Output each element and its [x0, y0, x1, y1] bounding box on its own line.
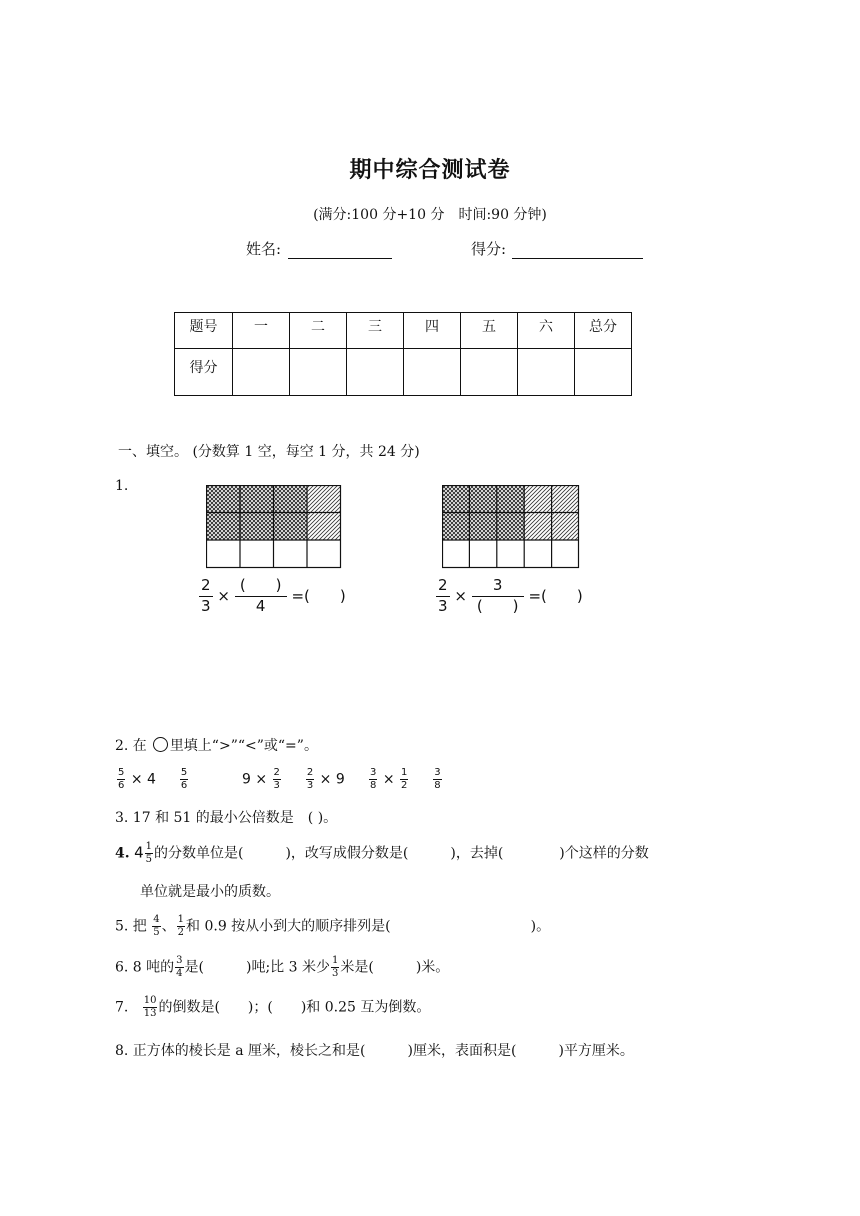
section-heading: 一、填空。 (分数算 1 空，每空 1 分，共 24 分)	[118, 444, 420, 460]
score-entry-cell[interactable]	[233, 349, 290, 396]
question-8: 8. 正方体的棱长是 a 厘米，棱长之和是( )厘米，表面积是( )平方厘米。	[115, 1043, 634, 1059]
q1-right-formula	[436, 578, 583, 615]
score-table-cell: 四	[404, 313, 461, 349]
operator: 9 ×	[242, 771, 268, 788]
question-6	[115, 956, 449, 979]
score-entry-cell[interactable]	[518, 349, 575, 396]
fraction-denominator: 8	[370, 780, 377, 791]
comparison-1	[116, 768, 189, 791]
fraction-denominator: 8	[434, 780, 441, 791]
question-2-text-start: 2. 在	[115, 738, 147, 754]
fraction-denominator: 6	[180, 780, 188, 791]
score-table-cell: 三	[347, 313, 404, 349]
name-blank[interactable]	[288, 240, 392, 259]
question-3: 3. 17 和 51 的最小公倍数是 ( )。	[115, 810, 338, 826]
fraction-denominator: 2	[401, 780, 408, 791]
fraction-grid-right	[442, 485, 580, 569]
question-6-end: 米是( )米。	[340, 959, 450, 976]
times-sign: ×	[454, 586, 467, 605]
score-row-label: 得分	[175, 349, 233, 396]
fraction-numerator: 3	[434, 767, 441, 778]
operator: ×	[382, 771, 395, 788]
fraction-numerator: 3	[370, 767, 377, 778]
fraction-numerator: 3	[472, 578, 524, 597]
comparison-3	[368, 768, 443, 791]
answer-blank[interactable]: =( )	[291, 586, 346, 605]
fraction-numerator: 4	[153, 914, 160, 925]
question-5-text: 和 0.9 按从小到大的顺序排列是( )。	[186, 918, 551, 935]
fraction-numerator: 1	[145, 841, 152, 852]
fraction-denominator: 13	[143, 1008, 157, 1019]
question-6-middle: 是( )吨;比 3 米少	[184, 959, 330, 976]
score-label: 得分:	[471, 240, 507, 258]
fraction-denominator: 4	[176, 968, 183, 979]
fraction-numerator: 1	[332, 955, 339, 966]
question-5	[115, 915, 550, 938]
fraction-numerator: 10	[143, 995, 157, 1006]
mixed-number-whole: 4	[134, 843, 144, 862]
score-time-info: (满分:100 分+10 分 时间:90 分钟)	[313, 207, 547, 223]
fraction-numerator: 3	[176, 955, 183, 966]
fraction-numerator: 1	[401, 767, 408, 778]
fraction-numerator: 5	[118, 767, 125, 778]
page-title: 期中综合测试卷	[349, 157, 511, 183]
question-7-number: 7.	[115, 999, 129, 1016]
fraction-numerator: 1	[177, 914, 185, 925]
question-2	[115, 735, 318, 755]
fraction-denominator: 3	[438, 596, 448, 615]
score-table-cell: 总分	[575, 313, 632, 349]
question-6-start: 6. 8 吨的	[115, 959, 175, 976]
fraction-grid-left	[206, 485, 342, 569]
fraction-denominator: 5	[145, 854, 152, 865]
separator: 、	[161, 918, 176, 935]
fraction-denominator: 3	[201, 596, 211, 615]
score-entry-cell[interactable]	[290, 349, 347, 396]
question-1-number: 1.	[115, 478, 129, 494]
fraction-numerator: 2	[199, 578, 213, 597]
score-table-cell: 二	[290, 313, 347, 349]
fraction-denominator: 6	[118, 780, 125, 791]
fraction-denominator: 3	[273, 780, 280, 791]
question-7	[115, 996, 430, 1019]
score-table-header-row	[175, 313, 632, 349]
fraction-denominator: 3	[332, 968, 339, 979]
question-2-text-end: 里填上“>”“<”或“=”。	[169, 738, 318, 754]
q1-left-formula	[199, 578, 346, 615]
operator: × 4	[130, 771, 156, 788]
score-entry-cell[interactable]	[575, 349, 632, 396]
score-entry-cell[interactable]	[461, 349, 518, 396]
question-4-line-2: 单位就是最小的质数。	[140, 884, 280, 900]
score-entry-cell[interactable]	[347, 349, 404, 396]
fraction-numerator: 5	[180, 767, 188, 778]
name-label: 姓名:	[246, 240, 282, 258]
question-4	[115, 842, 649, 865]
score-table	[174, 312, 632, 396]
score-blank[interactable]	[512, 240, 643, 259]
question-4-number: 4.	[115, 845, 130, 862]
score-table-cell: 六	[518, 313, 575, 349]
times-sign: ×	[217, 586, 230, 605]
fraction-numerator: 2	[306, 767, 314, 778]
operator: × 9	[319, 771, 345, 788]
score-table-cell: 五	[461, 313, 518, 349]
answer-blank[interactable]: =( )	[528, 586, 583, 605]
circle-blank-icon	[153, 737, 168, 752]
fraction-denominator: 5	[153, 927, 160, 938]
score-entry-cell[interactable]	[404, 349, 461, 396]
question-5-start: 5. 把	[115, 918, 147, 935]
question-4-text: 的分数单位是( )，改写成假分数是( )，去掉( )个这样的分数	[154, 845, 649, 862]
fraction-denominator-blank[interactable]: ( )	[476, 596, 519, 615]
question-7-text: 的倒数是( )；( )和 0.25 互为倒数。	[158, 999, 431, 1016]
fraction-denominator: 4	[255, 596, 266, 615]
comparison-2	[242, 768, 345, 791]
score-table-score-row	[175, 349, 632, 396]
score-table-cell: 一	[233, 313, 290, 349]
fraction-denominator: 2	[177, 927, 185, 938]
fraction-numerator: 2	[436, 578, 450, 597]
fraction-numerator: 2	[273, 767, 280, 778]
fraction-denominator: 3	[306, 780, 314, 791]
fraction-numerator-blank[interactable]: ( )	[235, 578, 287, 597]
score-table-cell: 题号	[175, 313, 233, 349]
